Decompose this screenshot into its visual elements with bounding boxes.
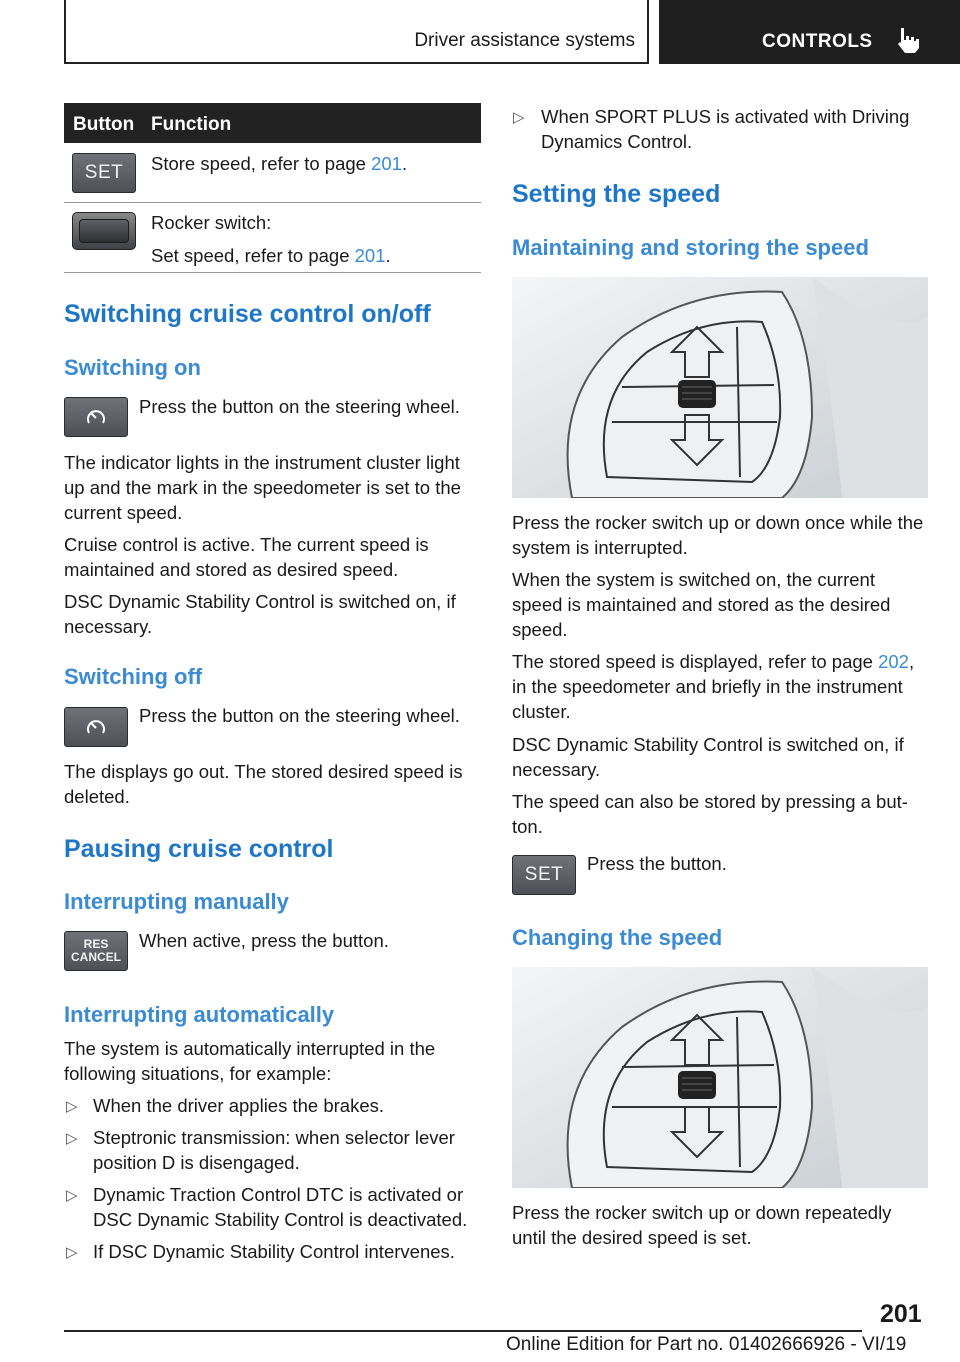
set-button-label: SET: [84, 162, 124, 183]
steering-wheel-photo-1: [512, 277, 928, 498]
page-number: 201: [880, 1300, 922, 1328]
switch-off-instruction: Press the button on the steering wheel.: [139, 705, 460, 726]
steering-wheel-photo-2: [512, 967, 928, 1188]
maintain-para-3-a: The stored speed is displayed, refer to page: [512, 651, 879, 672]
switch-off-para: The displays go out. The stored desired speed is deleted.: [64, 761, 463, 807]
rocker-switch-icon: [72, 212, 136, 250]
table-header: [64, 103, 481, 143]
set-button-label: SET: [524, 864, 564, 885]
table-divider: [64, 272, 481, 273]
bullet-item: If DSC Dynamic Stability Control intervenes.: [93, 1241, 455, 1262]
page-link-201[interactable]: 201: [354, 245, 386, 266]
switch-on-para-1: The indicator lights in the instrument cluster light up and the mark in the speedometer is set to the current speed.: [64, 452, 461, 523]
switch-on-instruction: Press the button on the steering wheel.: [139, 396, 460, 417]
page-link-201[interactable]: 201: [371, 153, 402, 174]
cruise-gauge-icon: [85, 407, 107, 427]
hand-pointer-icon: [895, 26, 921, 54]
rocker-switch-label: Rocker switch:: [151, 212, 272, 233]
heading-switching-cruise: Switching cruise control on/off: [64, 300, 431, 328]
cruise-control-button-icon: [64, 397, 128, 437]
header-chapter-title: CONTROLS: [762, 31, 873, 52]
bullet-icon: ▷: [66, 1244, 78, 1261]
bullet-item: Steptronic transmission: when selector lever position D is disengaged.: [93, 1127, 455, 1173]
heading-maintaining-storing: Maintaining and storing the speed: [512, 235, 869, 260]
bullet-item: When SPORT PLUS is activated with Driving Dynamics Control.: [541, 106, 910, 152]
manual-instruction: When active, press the button.: [139, 930, 389, 951]
switch-on-para-2: Cruise control is active. The current speed is maintained and stored as desired speed.: [64, 534, 429, 580]
maintain-para-4: DSC Dynamic Stability Control is switched on, if necessary.: [512, 734, 904, 780]
footer-edition: Online Edition for Part no. 01402666926 - VI/19: [506, 1334, 907, 1355]
set-instruction: Press the button.: [587, 853, 727, 874]
change-para-1: Press the rocker switch up or down repeatedly until the desired speed is set.: [512, 1202, 892, 1248]
set-button-icon: [72, 153, 136, 193]
heading-interrupting-automatically: Interrupting automatically: [64, 1002, 335, 1027]
table-divider: [64, 202, 481, 203]
set-button-icon: [512, 855, 576, 895]
header-section-title: Driver assistance systems: [414, 30, 635, 51]
table-row-2-desc: Set speed, refer to page: [151, 245, 355, 266]
auto-para: The system is automatically interrupted in the following situations, for example:: [64, 1038, 436, 1084]
heading-setting-speed: Setting the speed: [512, 180, 721, 208]
steering-wheel-controls-image: [512, 967, 928, 1188]
res-cancel-button-icon: [64, 931, 128, 971]
bullet-item: When the driver applies the brakes.: [93, 1095, 385, 1116]
heading-switching-off: Switching off: [64, 664, 203, 689]
bullet-item: Dynamic Traction Control DTC is activated or DSC Dynamic Stability Control is deactivated.: [93, 1184, 468, 1230]
header-section-box: [64, 0, 649, 64]
heading-switching-on: Switching on: [64, 355, 201, 380]
maintain-para-5: The speed can also be stored by pressing a but‐ton.: [512, 791, 908, 837]
bullet-icon: ▷: [66, 1187, 78, 1204]
header-chapter-box: [659, 0, 960, 64]
page-link-202[interactable]: 202: [878, 651, 909, 672]
switch-on-para-3: DSC Dynamic Stability Control is switched on, if necessary.: [64, 591, 456, 637]
maintain-para-2: When the system is switched on, the current speed is maintained and stored as the desired speed.: [512, 569, 891, 640]
table-row-2-text: [151, 243, 391, 268]
table-col-button: Button: [73, 114, 135, 135]
table-row-1-desc: Store speed, refer to page: [151, 153, 372, 174]
res-cancel-label: RES CANCEL: [71, 937, 121, 964]
maintain-para-1: Press the rocker switch up or down once while the system is interrupted.: [512, 512, 924, 558]
table-row-2-period: .: [385, 245, 391, 266]
heading-pausing: Pausing cruise control: [64, 835, 334, 863]
table-col-function: Function: [151, 114, 232, 135]
heading-changing-speed: Changing the speed: [512, 925, 723, 950]
cruise-gauge-icon: [85, 717, 107, 737]
steering-wheel-controls-image: [512, 277, 928, 498]
bullet-icon: ▷: [513, 109, 525, 126]
bullet-icon: ▷: [66, 1098, 78, 1115]
cruise-control-button-icon: [64, 707, 128, 747]
maintain-para-3-b: , in the speedometer and briefly in the instrument cluster.: [512, 651, 915, 722]
bullet-icon: ▷: [66, 1130, 78, 1147]
table-row-1-text: [151, 151, 407, 176]
maintain-para-3: [512, 649, 928, 724]
table-row-1-period: .: [401, 153, 408, 174]
footer-divider: [64, 1330, 862, 1332]
heading-interrupting-manually: Interrupting manually: [64, 889, 289, 914]
